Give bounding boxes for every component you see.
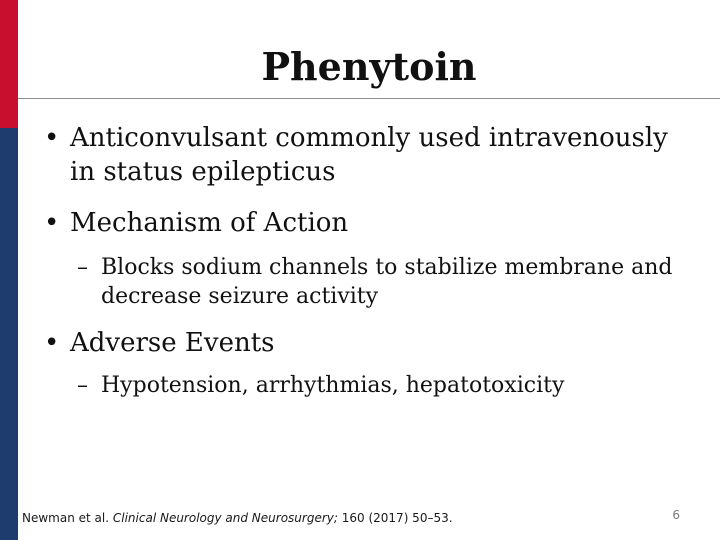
sub-bullet-text: Blocks sodium channels to stabilize membrane and decrease seizure activity [101, 255, 673, 309]
bullet-item [44, 326, 694, 360]
bullet-glyph: • [44, 123, 60, 153]
citation [22, 510, 453, 526]
sub-bullet-item [77, 253, 687, 311]
sub-bullet-glyph: – [77, 373, 88, 398]
bullet-glyph: • [44, 328, 60, 358]
sub-bullet-glyph: – [77, 255, 88, 280]
bullet-item [44, 121, 694, 189]
bullet-text: Adverse Events [70, 328, 275, 358]
accent-bar-red [0, 0, 18, 128]
citation-journal: Clinical Neurology and Neurosurgery; [112, 511, 338, 525]
bullet-text: Anticonvulsant commonly used intravenously in status epilepticus [70, 123, 668, 187]
citation-authors: Newman et al. [22, 511, 110, 525]
citation-details: 160 (2017) 50–53. [341, 511, 453, 525]
sub-bullet-text: Hypotension, arrhythmias, hepatotoxicity [101, 373, 565, 398]
sub-bullet-item [77, 371, 687, 400]
accent-bar-blue [0, 128, 18, 540]
bullet-text: Mechanism of Action [70, 208, 349, 238]
slide-title: Phenytoin [261, 44, 477, 89]
title-divider [18, 98, 720, 99]
bullet-item [44, 206, 694, 240]
bullet-glyph: • [44, 208, 60, 238]
page-number: 6 [672, 508, 680, 522]
